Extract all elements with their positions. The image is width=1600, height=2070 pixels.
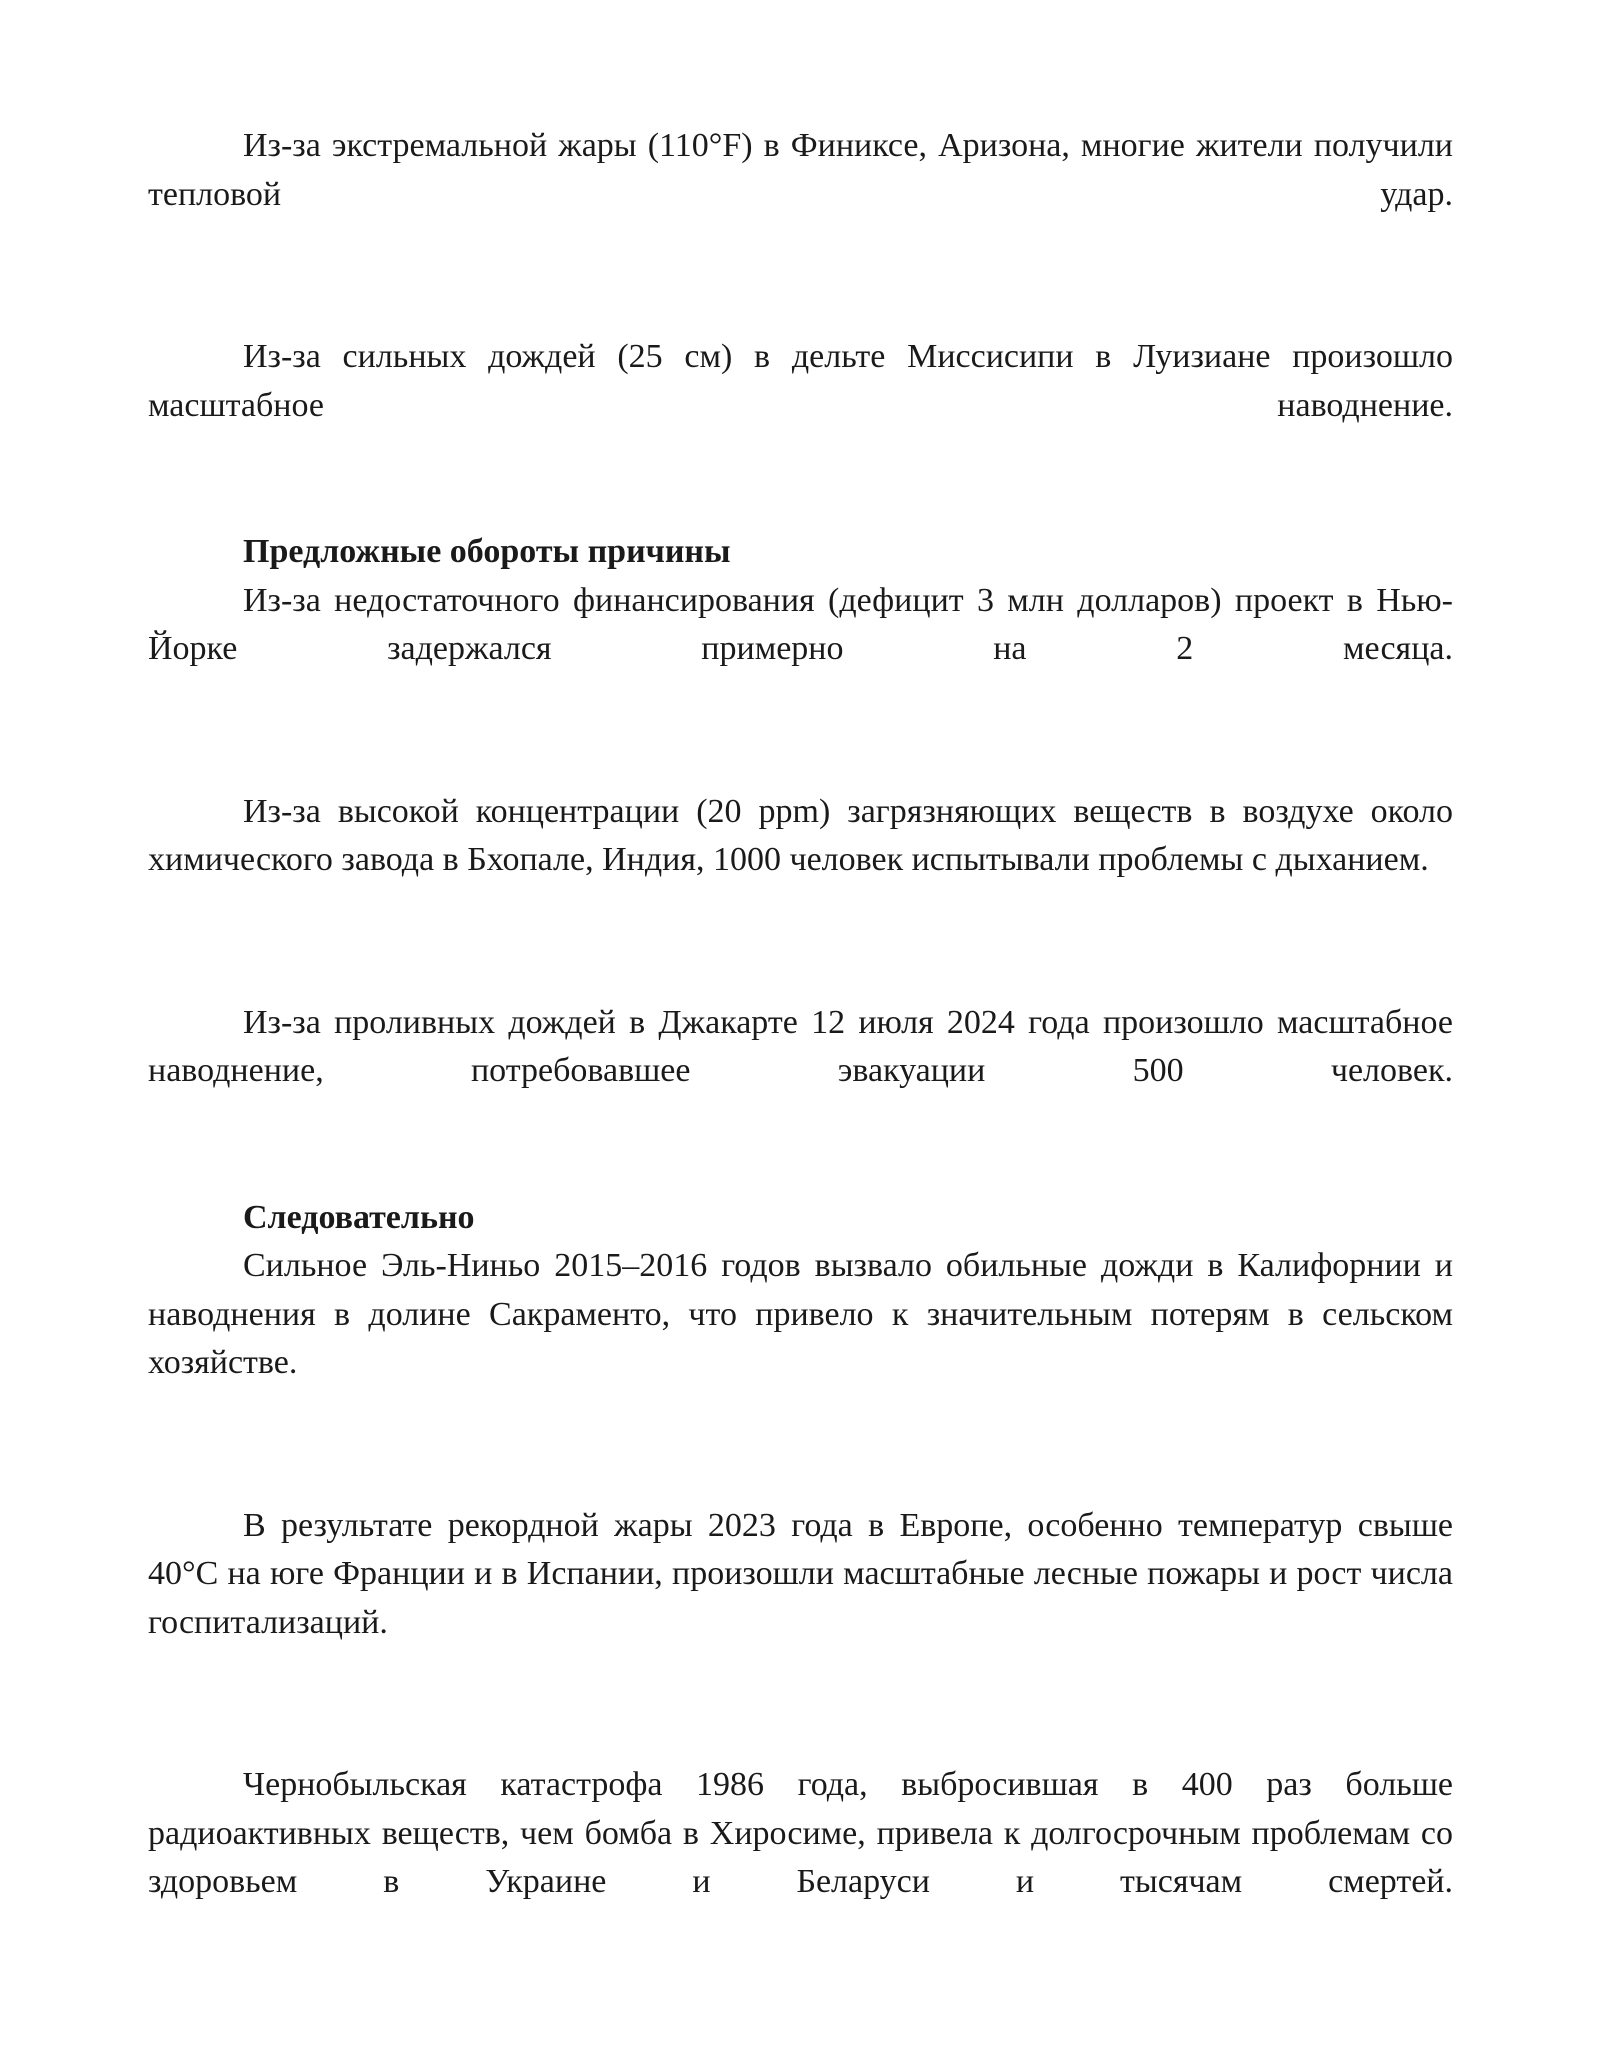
document-page [148, 122, 1453, 2021]
section-heading: Следовательно [243, 1198, 475, 1236]
section-heading: Предложные обороты причины [243, 533, 731, 570]
paragraph: В результате рекордной жары 2023 года в Европе, особенно температур свыше 40°C на юге Франции и в Испании, произошли масштабные лесные пожары и рост числа госпитализаций. [148, 1506, 1453, 1641]
paragraph: Из-за проливных дождей в Джакарте 12 июля 2024 года произошло масштабное наводнение, потребовавшее эвакуации 500 человек. [148, 1003, 1453, 1089]
paragraph: Из-за недостаточного финансирования (дефицит 3 млн долларов) проект в Нью-Йорке задержался примерно на 2 месяца. [148, 581, 1453, 667]
paragraph: Сильное Эль-Ниньо 2015–2016 годов вызвало обильные дожди в Калифорнии и наводнения в долине Сакраменто, что привело к значительным потерям в сельском хозяйстве. [148, 1247, 1453, 1381]
paragraph: Из-за сильных дождей (25 см) в дельте Миссисипи в Луизиане произошло масштабное наводнение. [148, 338, 1453, 424]
paragraph: Чернобыльская катастрофа 1986 года, выбросившая в 400 раз больше радиоактивных веществ, чем бомба в Хиросиме, привела к долгосрочным проблемам со здоровьем в Украине и Беларуси и тысячам смертей. [148, 1766, 1453, 1900]
paragraph: Из-за высокой концентрации (20 ppm) загрязняющих веществ в воздухе около химического завода в Бхопале, Индия, 1000 человек испытывали проблемы с дыханием. [148, 792, 1453, 878]
paragraph: Из-за экстремальной жары (110°F) в Финиксе, Аризона, многие жители получили тепловой удар. [148, 127, 1453, 213]
